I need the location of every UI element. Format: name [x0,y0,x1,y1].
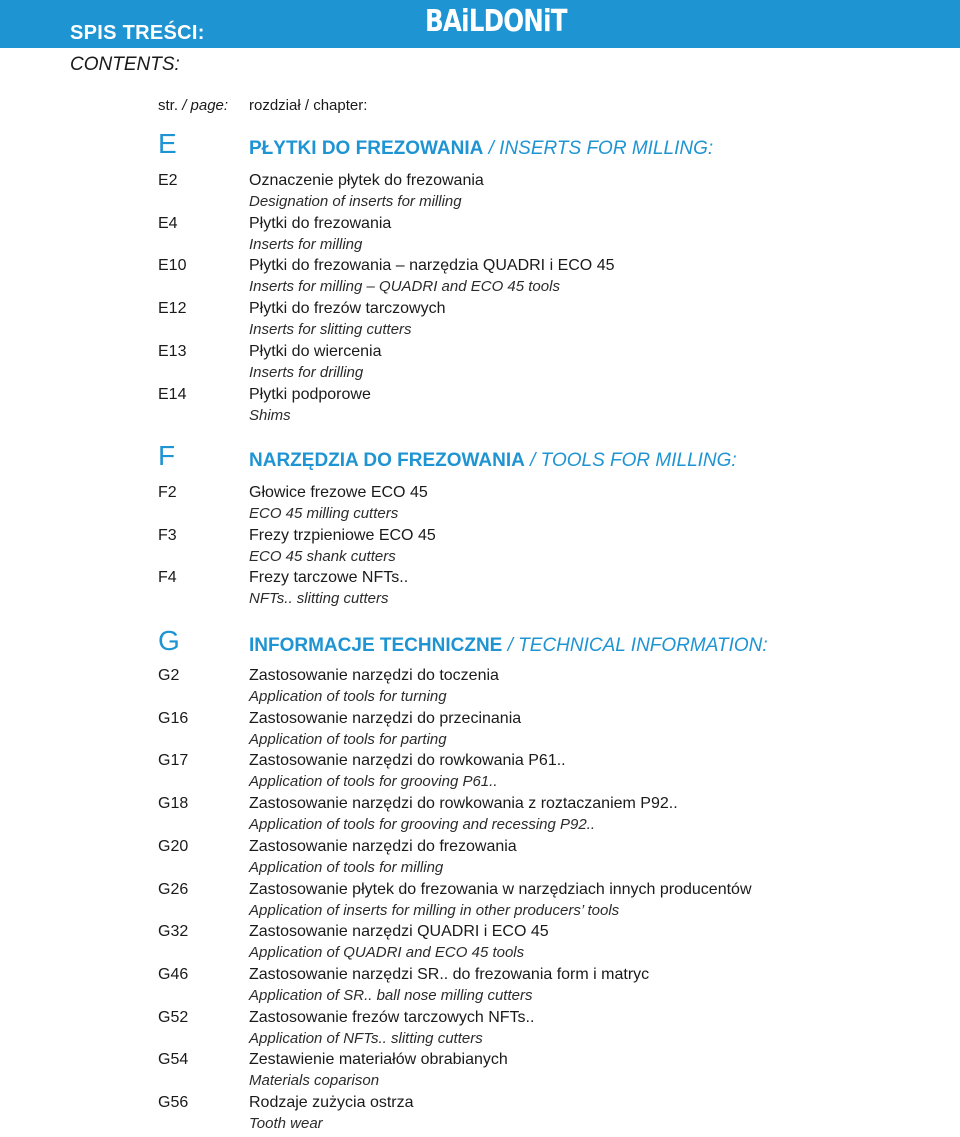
chapter-title-en: Application of tools for parting [249,730,447,748]
column-header-page [158,97,228,114]
column-header-chapter: rozdział / chapter: [249,97,368,114]
page-number: E13 [158,342,187,360]
page-number: F2 [158,484,177,501]
chapter-title-en: ECO 45 shank cutters [249,547,396,565]
section-letter: F [158,440,176,471]
page-number: G54 [158,1051,189,1069]
chapter-title-pl: Frezy tarczowe NFTs.. [249,569,409,587]
chapter-title-en: Designation of inserts for milling [249,193,462,210]
page-number: G2 [158,667,180,684]
chapter-title-en: Application of tools for grooving P61.. [249,773,498,791]
chapter-title-en: Shims [249,406,291,424]
chapter-title-en: Application of SR.. ball nose milling cutters [249,986,533,1004]
chapter-title-pl: Oznaczenie płytek do frezowania [249,172,484,189]
chapter-title-pl: Płytki do frezowania [249,214,392,232]
page-number: G46 [158,965,189,983]
chapter-title-pl: Zastosowanie narzędzi do rowkowania P61.. [249,752,566,770]
chapter-title-en: Application of tools for milling [249,858,444,876]
section-title [249,635,768,657]
page-number: G17 [158,752,189,770]
chapter-title-en: ECO 45 milling cutters [249,505,399,522]
page-number: E14 [158,385,187,403]
chapter-title-pl: Płytki podporowe [249,385,371,403]
section-letter: E [158,128,177,159]
chapter-title-pl: Frezy trzpieniowe ECO 45 [249,526,436,544]
chapter-title-en: Application of tools for turning [249,688,447,705]
section-letter: G [158,625,180,656]
section-title-en: / INSERTS FOR MILLING: [483,138,714,159]
page-number: G16 [158,709,189,727]
header-bar [0,0,960,48]
chapter-title-en: Materials coparison [249,1072,380,1090]
chapter-title-pl: Zestawienie materiałów obrabianych [249,1051,508,1069]
chapter-title-en: Inserts for slitting cutters [249,321,412,339]
chapter-title-en: Inserts for drilling [249,363,364,381]
section-title-en: / TOOLS FOR MILLING: [524,450,737,471]
chapter-title-pl: Płytki do frezowania – narzędzia QUADRI i ECO 45 [249,257,615,275]
page-number: E10 [158,257,187,275]
section-title [249,450,737,472]
column-header-page-pl: str. [158,97,179,114]
page-number: G52 [158,1008,189,1026]
chapter-title-pl: Zastosowanie narzędzi do rowkowania z roztaczaniem P92.. [249,795,678,813]
chapter-title-pl: Rodzaje zużycia ostrza [249,1094,414,1111]
chapter-title-pl: Płytki do frezów tarczowych [249,300,446,318]
chapter-title-pl: Zastosowanie narzędzi do toczenia [249,667,499,684]
section-title [249,138,713,160]
chapter-title-en: NFTs.. slitting cutters [249,590,389,608]
page-subtitle: CONTENTS: [70,54,180,75]
column-header-page-en: / page: [182,97,229,114]
page-number: F4 [158,569,177,587]
page-number: E12 [158,300,187,318]
chapter-title-pl: Zastosowanie narzędzi do frezowania [249,837,517,855]
page-number: E2 [158,172,178,189]
chapter-title-pl: Zastosowanie płytek do frezowania w narzędziach innych producentów [249,880,752,898]
page-number: G20 [158,837,189,855]
chapter-title-en: Tooth wear [249,1115,323,1132]
page-number: F3 [158,526,177,544]
section-title-pl: INFORMACJE TECHNICZNE [249,635,503,656]
chapter-title-pl: Głowice frezowe ECO 45 [249,484,428,501]
chapter-title-en: Application of NFTs.. slitting cutters [249,1029,483,1047]
page-number: E4 [158,214,178,232]
section-title-en: / TECHNICAL INFORMATION: [502,635,768,656]
chapter-title-en: Application of inserts for milling in other producers’ tools [249,901,620,919]
page-number: G18 [158,795,189,813]
page-number: G56 [158,1094,189,1111]
baildonit-logo: BAiLDONiT [425,4,567,39]
chapter-title-pl: Zastosowanie narzędzi QUADRI i ECO 45 [249,923,549,941]
chapter-title-en: Application of QUADRI and ECO 45 tools [249,944,525,962]
page-number: G32 [158,923,189,941]
page-number: G26 [158,880,189,898]
chapter-title-pl: Zastosowanie narzędzi SR.. do frezowania form i matryc [249,965,650,983]
chapter-title-en: Application of tools for grooving and recessing P92.. [249,816,596,834]
chapter-title-pl: Zastosowanie frezów tarczowych NFTs.. [249,1008,535,1026]
page-title: SPIS TREŚCI: [70,22,205,44]
section-title-pl: PŁYTKI DO FREZOWANIA [249,138,484,159]
chapter-title-pl: Zastosowanie narzędzi do przecinania [249,709,522,727]
section-title-pl: NARZĘDZIA DO FREZOWANIA [249,450,525,471]
chapter-title-en: Inserts for milling – QUADRI and ECO 45 tools [249,278,560,296]
chapter-title-pl: Płytki do wiercenia [249,342,382,360]
chapter-title-en: Inserts for milling [249,235,363,253]
